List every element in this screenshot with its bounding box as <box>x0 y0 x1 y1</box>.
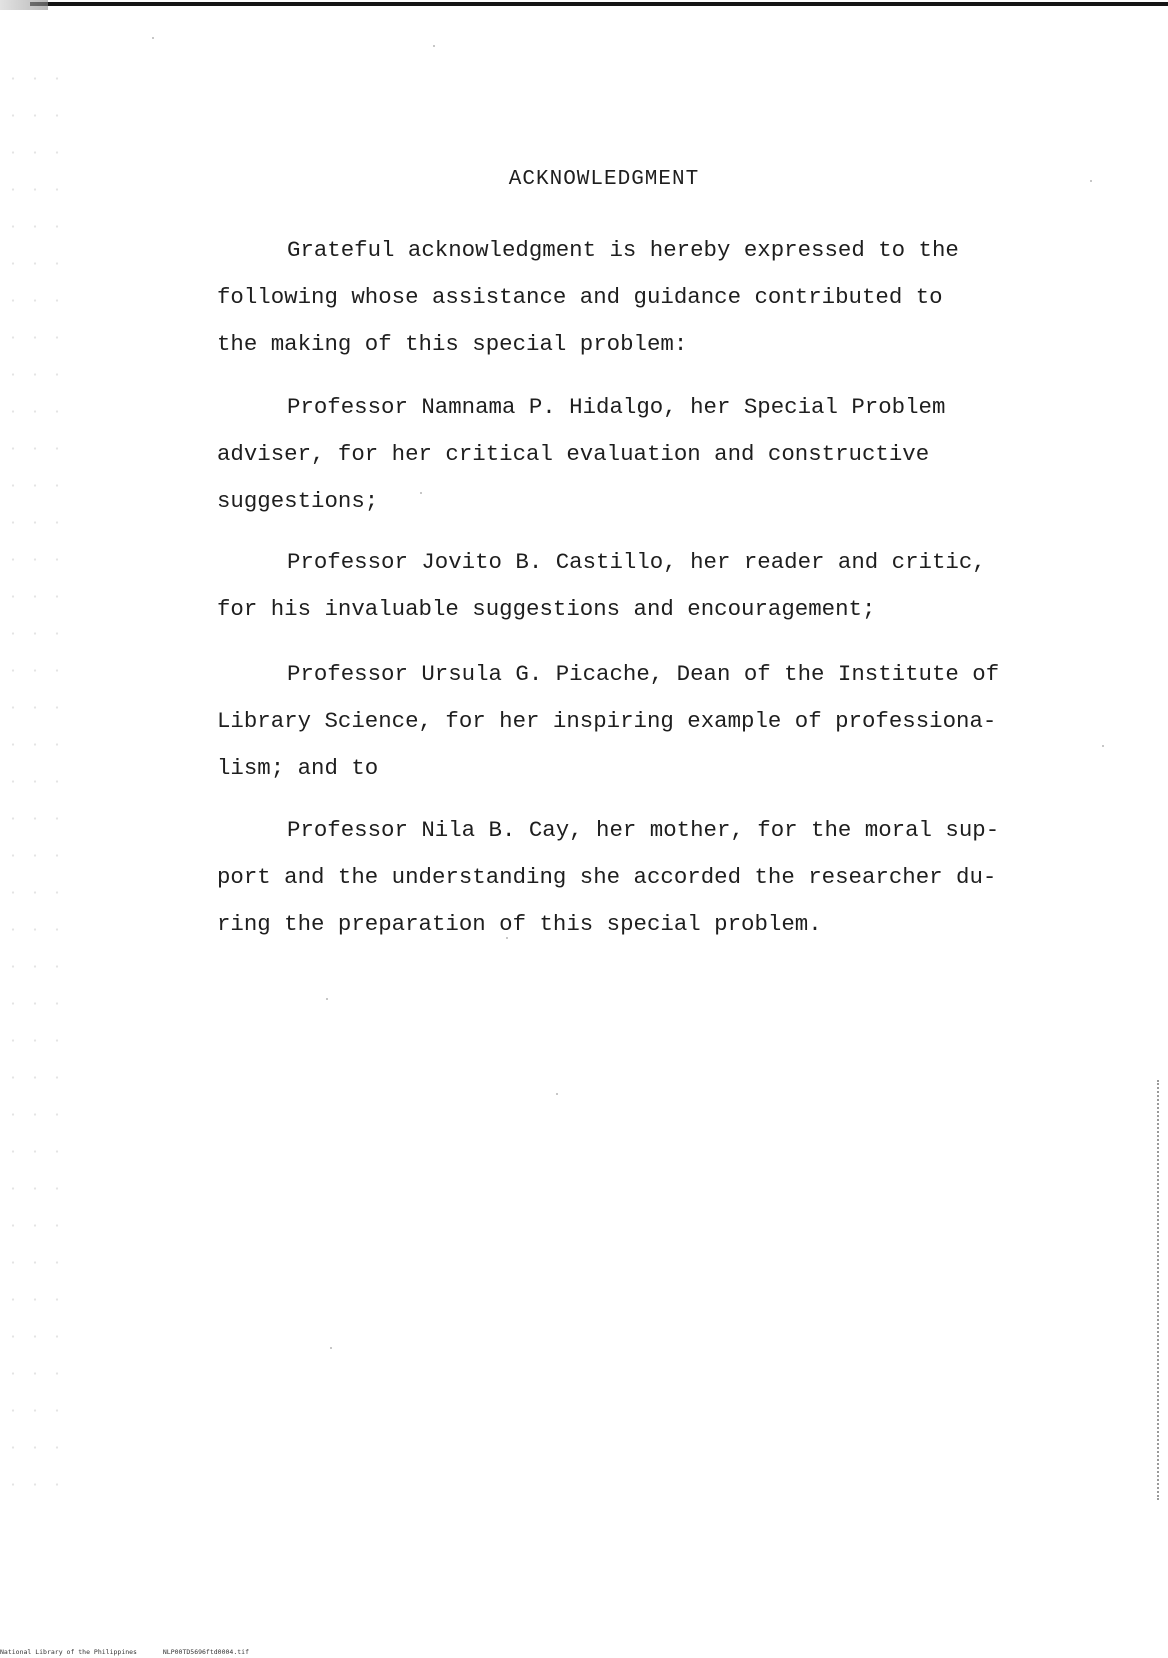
scan-speck <box>326 998 328 1000</box>
scan-right-edge-mark <box>1157 1080 1162 1500</box>
scan-left-edge-noise <box>2 60 62 1500</box>
scan-speck <box>152 37 154 39</box>
scan-speck <box>1102 745 1104 747</box>
scan-speck <box>330 1347 332 1349</box>
acknowledgment-paragraph: Professor Jovito B. Castillo, her reader and critic, for his invaluable suggestions and encouragement; <box>217 549 986 622</box>
acknowledgment-paragraph: Professor Ursula G. Picache, Dean of the Institute of Library Science, for her inspiring example of professiona- lism; and to <box>217 661 1000 781</box>
scan-footer <box>0 1648 249 1656</box>
footer-file-name: NLP00TD5696ftd0004.tif <box>162 1648 249 1656</box>
scan-speck <box>556 1093 558 1095</box>
acknowledgment-paragraph: Grateful acknowledgment is hereby expressed to the following whose assistance and guidance contributed to the making of this special problem: <box>217 237 959 357</box>
acknowledgment-paragraph: Professor Namnama P. Hidalgo, her Special Problem adviser, for her critical evaluation and constructive suggestions; <box>217 394 946 514</box>
top-border-rule <box>30 2 1168 6</box>
acknowledgment-paragraph: Professor Nila B. Cay, her mother, for the moral sup- port and the understanding she accorded the researcher du- ring the preparation of this special problem. <box>217 817 1000 937</box>
scan-corner-mark <box>0 0 48 10</box>
page-title: ACKNOWLEDGMENT <box>508 168 700 191</box>
scan-speck <box>433 45 435 47</box>
footer-library-name: National Library of the Philippines <box>0 1648 137 1656</box>
